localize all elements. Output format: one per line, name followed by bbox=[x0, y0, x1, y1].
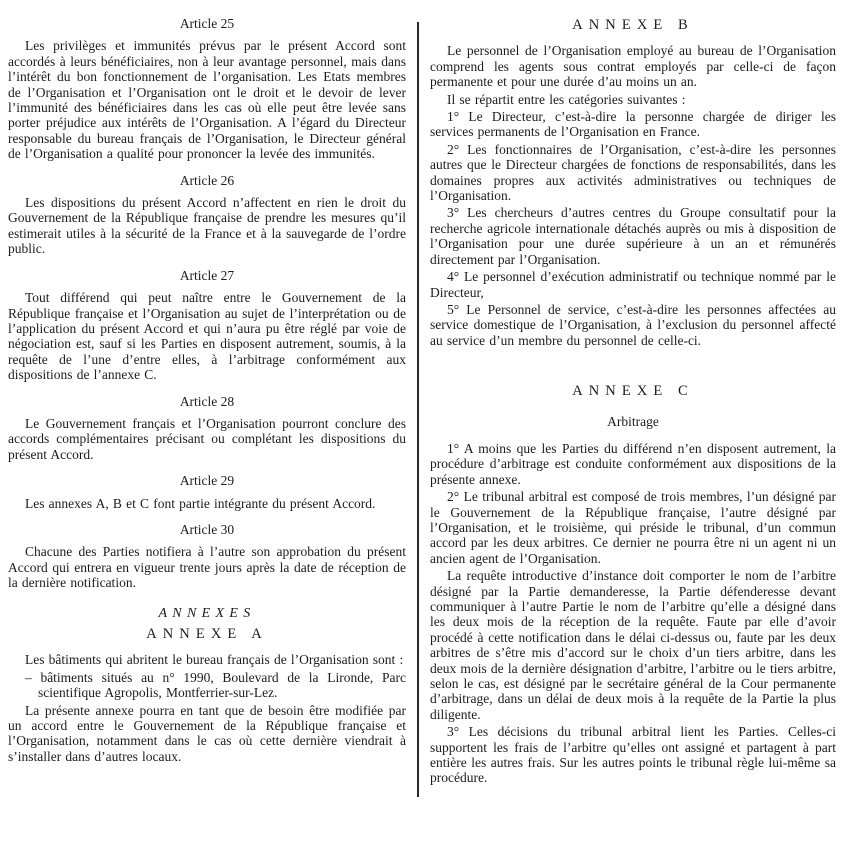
article-27-body: Tout différend qui peut naître entre le Gouvernement de la République française et l’Organisation au sujet de l’interprétation ou de l’application du présent Accord et qui n’aura pu être réglé par voie de négociation est, sauf si les Parties en disposent autrement, soumis, à la requête de l’une d’entre elles, à l’arbitrage conformément aux dispositions de l’annexe C. bbox=[8, 290, 406, 383]
article-30-body: Chacune des Parties notifiera à l’autre son approbation du présent Accord qui entrera en vigueur trente jours après la date de réception de la dernière notification. bbox=[8, 544, 406, 591]
annexe-c-heading: ANNEXE C bbox=[572, 383, 694, 400]
article-25-body: Les privilèges et immunités prévus par le présent Accord sont accordés à leurs bénéficiaires, non à leur avantage personnel, mais dans l’intérêt du bon fonctionnement de l’organisation. Les Etats membres de l’Organisation et l’Organisation ont le droit et le devoir de lever l’immunité des bénéficiaires dans les cas où elle peut être levée sans porter préjudice aux intérêts de l’Organisation. A l’égard du Directeur responsable du bureau français de l’Organisation, le Directeur général de l’Organisation a qualité pour prononcer la levée des immunités. bbox=[8, 38, 406, 162]
column-divider-rule bbox=[417, 22, 419, 797]
annexe-c-item-2: 2° Le tribunal arbitral est composé de trois membres, l’un désigné par le Gouvernement de la République française, l’autre désigné par l’Organisation, et le troisième, qui préside le tribunal, d’un commun accord par les deux arbitres. Ce dernier ne pourra être ni un agent ni un ancien agent de l’Organisation. bbox=[430, 489, 836, 566]
article-28-heading: Article 28 bbox=[179, 393, 235, 409]
annexe-c-request-para: La requête introductive d’instance doit comporter le nom de l’arbitre désigné par la Partie demanderesse, la Partie défenderesse devant communiquer à l’autre Partie le nom de l’arbitre qu’elle a désigné dans les deux mois de la réception de la requête. Faute par elle d’avoir procédé à cette notification dans le délai ci-dessus ou, faute par les deux arbitres de s’être mis d’accord sur le choix d’un tiers arbitre, dans les deux mois de la dernière désignation d’arbitre, l’arbitre ou le tiers arbitre, selon le cas, est désigné par le secrétaire général de la Cour permanente d’arbitrage, dans un délai de deux mois à la requête de la Partie la plus diligente. bbox=[430, 568, 836, 722]
annexe-a-heading: ANNEXE A bbox=[146, 626, 268, 642]
annexe-a-intro: Les bâtiments qui abritent le bureau français de l’Organisation sont : bbox=[25, 652, 404, 668]
annexe-b-categories-intro: Il se répartit entre les catégories suivantes : bbox=[447, 91, 686, 107]
article-27-heading: Article 27 bbox=[179, 267, 235, 283]
arbitrage-heading: Arbitrage bbox=[607, 413, 659, 429]
annexe-c-item-1: 1° A moins que les Parties du différend n’en disposent autrement, la procédure d’arbitrage est conduite conformément aux dispositions de la présente annexe. bbox=[430, 440, 836, 487]
article-29-body: Les annexes A, B et C font partie intégrante du présent Accord. bbox=[25, 495, 376, 511]
annexes-heading: ANNEXES bbox=[158, 605, 256, 621]
annexe-b-heading: ANNEXE B bbox=[572, 17, 694, 33]
article-26-body: Les dispositions du présent Accord n’affectent en rien le droit du Gouvernement de la République française de prendre les mesures qu’il estimerait utiles à la sécurité de la France et à la sauvegarde de l’ordre public. bbox=[8, 195, 406, 257]
annexe-b-item-2: 2° Les fonctionnaires de l’Organisation, c’est-à-dire les personnes autres que le Directeur chargées de fonctions de responsabilités, dans les domaines propres aux activités administratives ou techniques de l’Organisation. bbox=[430, 141, 836, 204]
article-28-body: Le Gouvernement français et l’Organisation pourront conclure des accords complémentaires précisant ou complétant les dispositions du présent Accord. bbox=[8, 415, 406, 462]
annexe-c-item-3: 3° Les décisions du tribunal arbitral lient les Parties. Celles-ci supportent les frais de l’arbitre qu’elles ont assigné et partagent à part entière les autres frais. Sur les autres points le tribunal règle lui-même sa procédure. bbox=[430, 724, 836, 786]
annexe-b-item-1: 1° Le Directeur, c’est-à-dire la personne chargée de diriger les services permanents de l’Organisation en France. bbox=[430, 109, 836, 140]
left-column bbox=[8, 10, 406, 855]
annexe-b-item-4: 4° Le personnel d’exécution administratif ou technique nommé par le Directeur, bbox=[430, 269, 836, 300]
annexe-a-building-item: – bâtiments situés au n° 1990, Boulevard de la Lironde, Parc scientifique Agropolis, Montferrier-sur-Lez. bbox=[25, 669, 406, 701]
annexe-b-item-5: 5° Le Personnel de service, c’est-à-dire les personnes affectées au service domestique de l’Organisation, à l’exclusion du personnel affecté au service d’un membre du personnel de celle-ci. bbox=[430, 301, 836, 348]
article-25-heading: Article 25 bbox=[179, 16, 235, 31]
right-column bbox=[430, 10, 836, 855]
annexe-b-item-3: 3° Les chercheurs d’autres centres du Groupe consultatif pour la recherche agricole internationale détachés auprès ou mis à disposition de l’Organisation pour une durée supérieure à un an et rémunérés directement par l’Organisation. bbox=[430, 205, 836, 267]
annexe-a-amendment: La présente annexe pourra en tant que de besoin être modifiée par un accord entre le Gouvernement de la République française et l’Organisation, notamment dans le cas où cette dernière viendrait à s’installer dans d’autres locaux. bbox=[8, 702, 406, 764]
article-30-heading: Article 30 bbox=[179, 521, 235, 537]
article-26-heading: Article 26 bbox=[179, 172, 235, 188]
annexe-b-intro: Le personnel de l’Organisation employé au bureau de l’Organisation comprend les agents sous contrat employés par celle-ci de façon permanente et pour une durée d’au moins un an. bbox=[430, 43, 836, 90]
article-29-heading: Article 29 bbox=[179, 473, 235, 489]
